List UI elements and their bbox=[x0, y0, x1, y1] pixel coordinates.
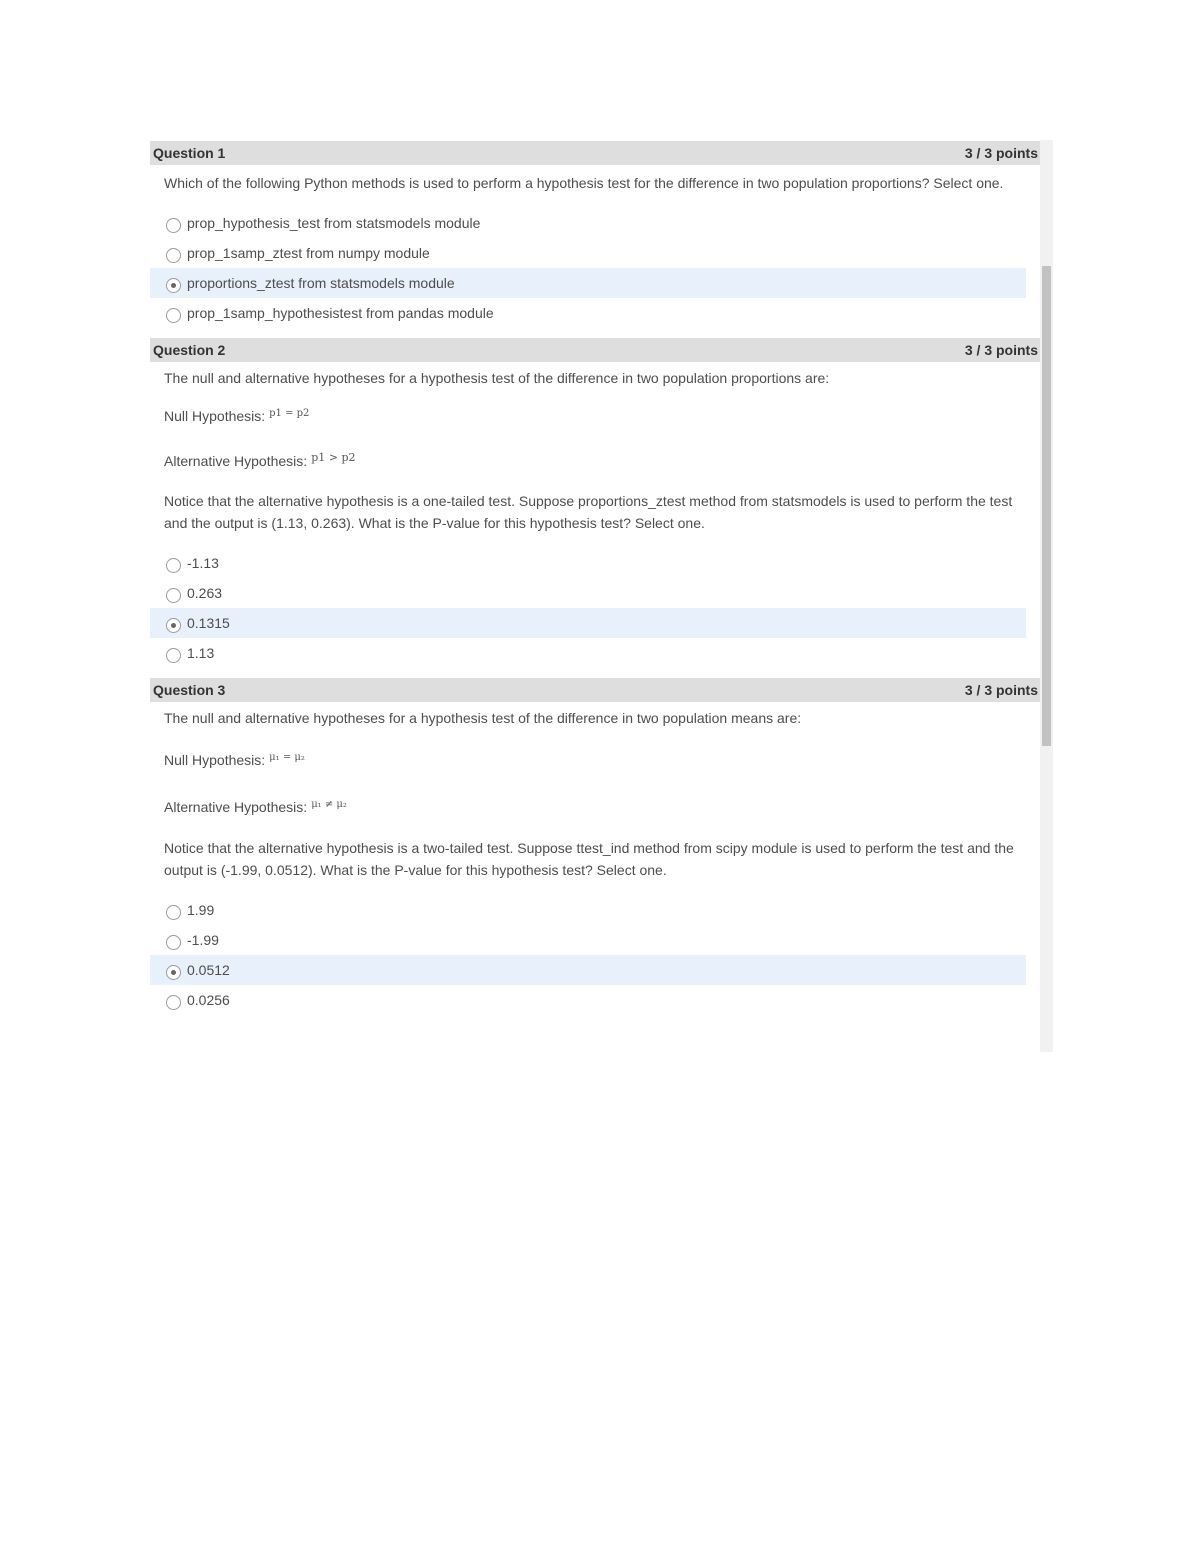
radio-button[interactable] bbox=[166, 248, 181, 263]
null-hypothesis-math: μ₁ = μ₂ bbox=[269, 752, 305, 763]
alternative-hypothesis bbox=[164, 450, 1026, 474]
answer-label: 0.0256 bbox=[187, 992, 230, 1008]
scrollbar-thumb[interactable] bbox=[1042, 266, 1051, 746]
answer-option-selected[interactable] bbox=[150, 955, 1026, 985]
answer-option[interactable] bbox=[150, 238, 1026, 268]
radio-button[interactable] bbox=[166, 218, 181, 233]
answer-option[interactable] bbox=[150, 298, 1026, 328]
answer-label: proportions_ztest from statsmodels module bbox=[187, 275, 455, 291]
answer-label: -1.99 bbox=[187, 932, 219, 948]
radio-button[interactable] bbox=[166, 558, 181, 573]
answer-options bbox=[150, 208, 1026, 328]
answer-option[interactable] bbox=[150, 578, 1026, 608]
radio-button[interactable] bbox=[166, 588, 181, 603]
answer-label: 1.13 bbox=[187, 645, 215, 661]
null-hypothesis-math: p1 = p2 bbox=[269, 408, 310, 419]
null-hypothesis bbox=[164, 749, 1026, 774]
answer-label: prop_1samp_hypothesistest from pandas module bbox=[187, 305, 494, 321]
question-text: Which of the following Python methods is used to perform a hypothesis test for the difference in two population proportions? Select one. bbox=[164, 175, 1004, 191]
answer-option-selected[interactable] bbox=[150, 268, 1026, 298]
question-title: Question 2 bbox=[153, 342, 226, 358]
question-points: 3 / 3 points bbox=[964, 342, 1038, 358]
answer-option[interactable] bbox=[150, 208, 1026, 238]
answer-option-selected[interactable] bbox=[150, 608, 1026, 638]
radio-button[interactable] bbox=[166, 995, 181, 1010]
alternative-hypothesis-label: Alternative Hypothesis: bbox=[164, 453, 308, 469]
answer-options bbox=[150, 548, 1026, 668]
null-hypothesis-label: Null Hypothesis: bbox=[164, 408, 266, 424]
question-points: 3 / 3 points bbox=[964, 682, 1038, 698]
answer-option[interactable] bbox=[150, 895, 1026, 925]
answer-option[interactable] bbox=[150, 638, 1026, 668]
vertical-scrollbar[interactable] bbox=[1040, 140, 1053, 1052]
question-text: Notice that the alternative hypothesis is a two-tailed test. Suppose ttest_ind method from scipy module is used to perform the test and the output is (-1.99, 0.0512). What is the P-value for this hypothesis test? Select one. bbox=[164, 840, 1014, 878]
quiz-panel bbox=[150, 140, 1053, 1052]
radio-button[interactable] bbox=[166, 308, 181, 323]
radio-button-checked[interactable] bbox=[166, 618, 181, 633]
alternative-hypothesis-math: μ₁ ≠ μ₂ bbox=[311, 799, 347, 810]
answer-label: 0.1315 bbox=[187, 615, 230, 631]
alternative-hypothesis-label: Alternative Hypothesis: bbox=[164, 799, 308, 815]
radio-button[interactable] bbox=[166, 648, 181, 663]
answer-label: prop_1samp_ztest from numpy module bbox=[187, 245, 430, 261]
answer-label: prop_hypothesis_test from statsmodels module bbox=[187, 215, 481, 231]
radio-button[interactable] bbox=[166, 905, 181, 920]
question-points: 3 / 3 points bbox=[964, 145, 1038, 161]
answer-label: -1.13 bbox=[187, 555, 219, 571]
answer-option[interactable] bbox=[150, 548, 1026, 578]
question-title: Question 1 bbox=[153, 145, 226, 161]
question-text: Notice that the alternative hypothesis is a one-tailed test. Suppose proportions_ztest method from statsmodels is used to perform the test and the output is (1.13, 0.263). What is the P-value for this hypothesis test? Select one. bbox=[164, 493, 1013, 531]
question-header bbox=[150, 141, 1040, 165]
radio-button-checked[interactable] bbox=[166, 278, 181, 293]
answer-label: 1.99 bbox=[187, 902, 215, 918]
question-header bbox=[150, 678, 1040, 702]
null-hypothesis-label: Null Hypothesis: bbox=[164, 752, 266, 768]
null-hypothesis bbox=[164, 405, 1026, 430]
alternative-hypothesis bbox=[164, 796, 1026, 821]
radio-button-checked[interactable] bbox=[166, 965, 181, 980]
answer-label: 0.0512 bbox=[187, 962, 230, 978]
answer-options bbox=[150, 895, 1026, 1015]
question-intro: The null and alternative hypotheses for a hypothesis test of the difference in two population proportions are: bbox=[164, 370, 830, 386]
alternative-hypothesis-math: p1 > p2 bbox=[311, 451, 356, 464]
answer-label: 0.263 bbox=[187, 585, 223, 601]
answer-option[interactable] bbox=[150, 985, 1026, 1015]
quiz-content bbox=[150, 140, 1040, 1015]
question-title: Question 3 bbox=[153, 682, 226, 698]
question-header bbox=[150, 338, 1040, 362]
question-intro: The null and alternative hypotheses for a hypothesis test of the difference in two population means are: bbox=[164, 710, 802, 726]
answer-option[interactable] bbox=[150, 925, 1026, 955]
radio-button[interactable] bbox=[166, 935, 181, 950]
